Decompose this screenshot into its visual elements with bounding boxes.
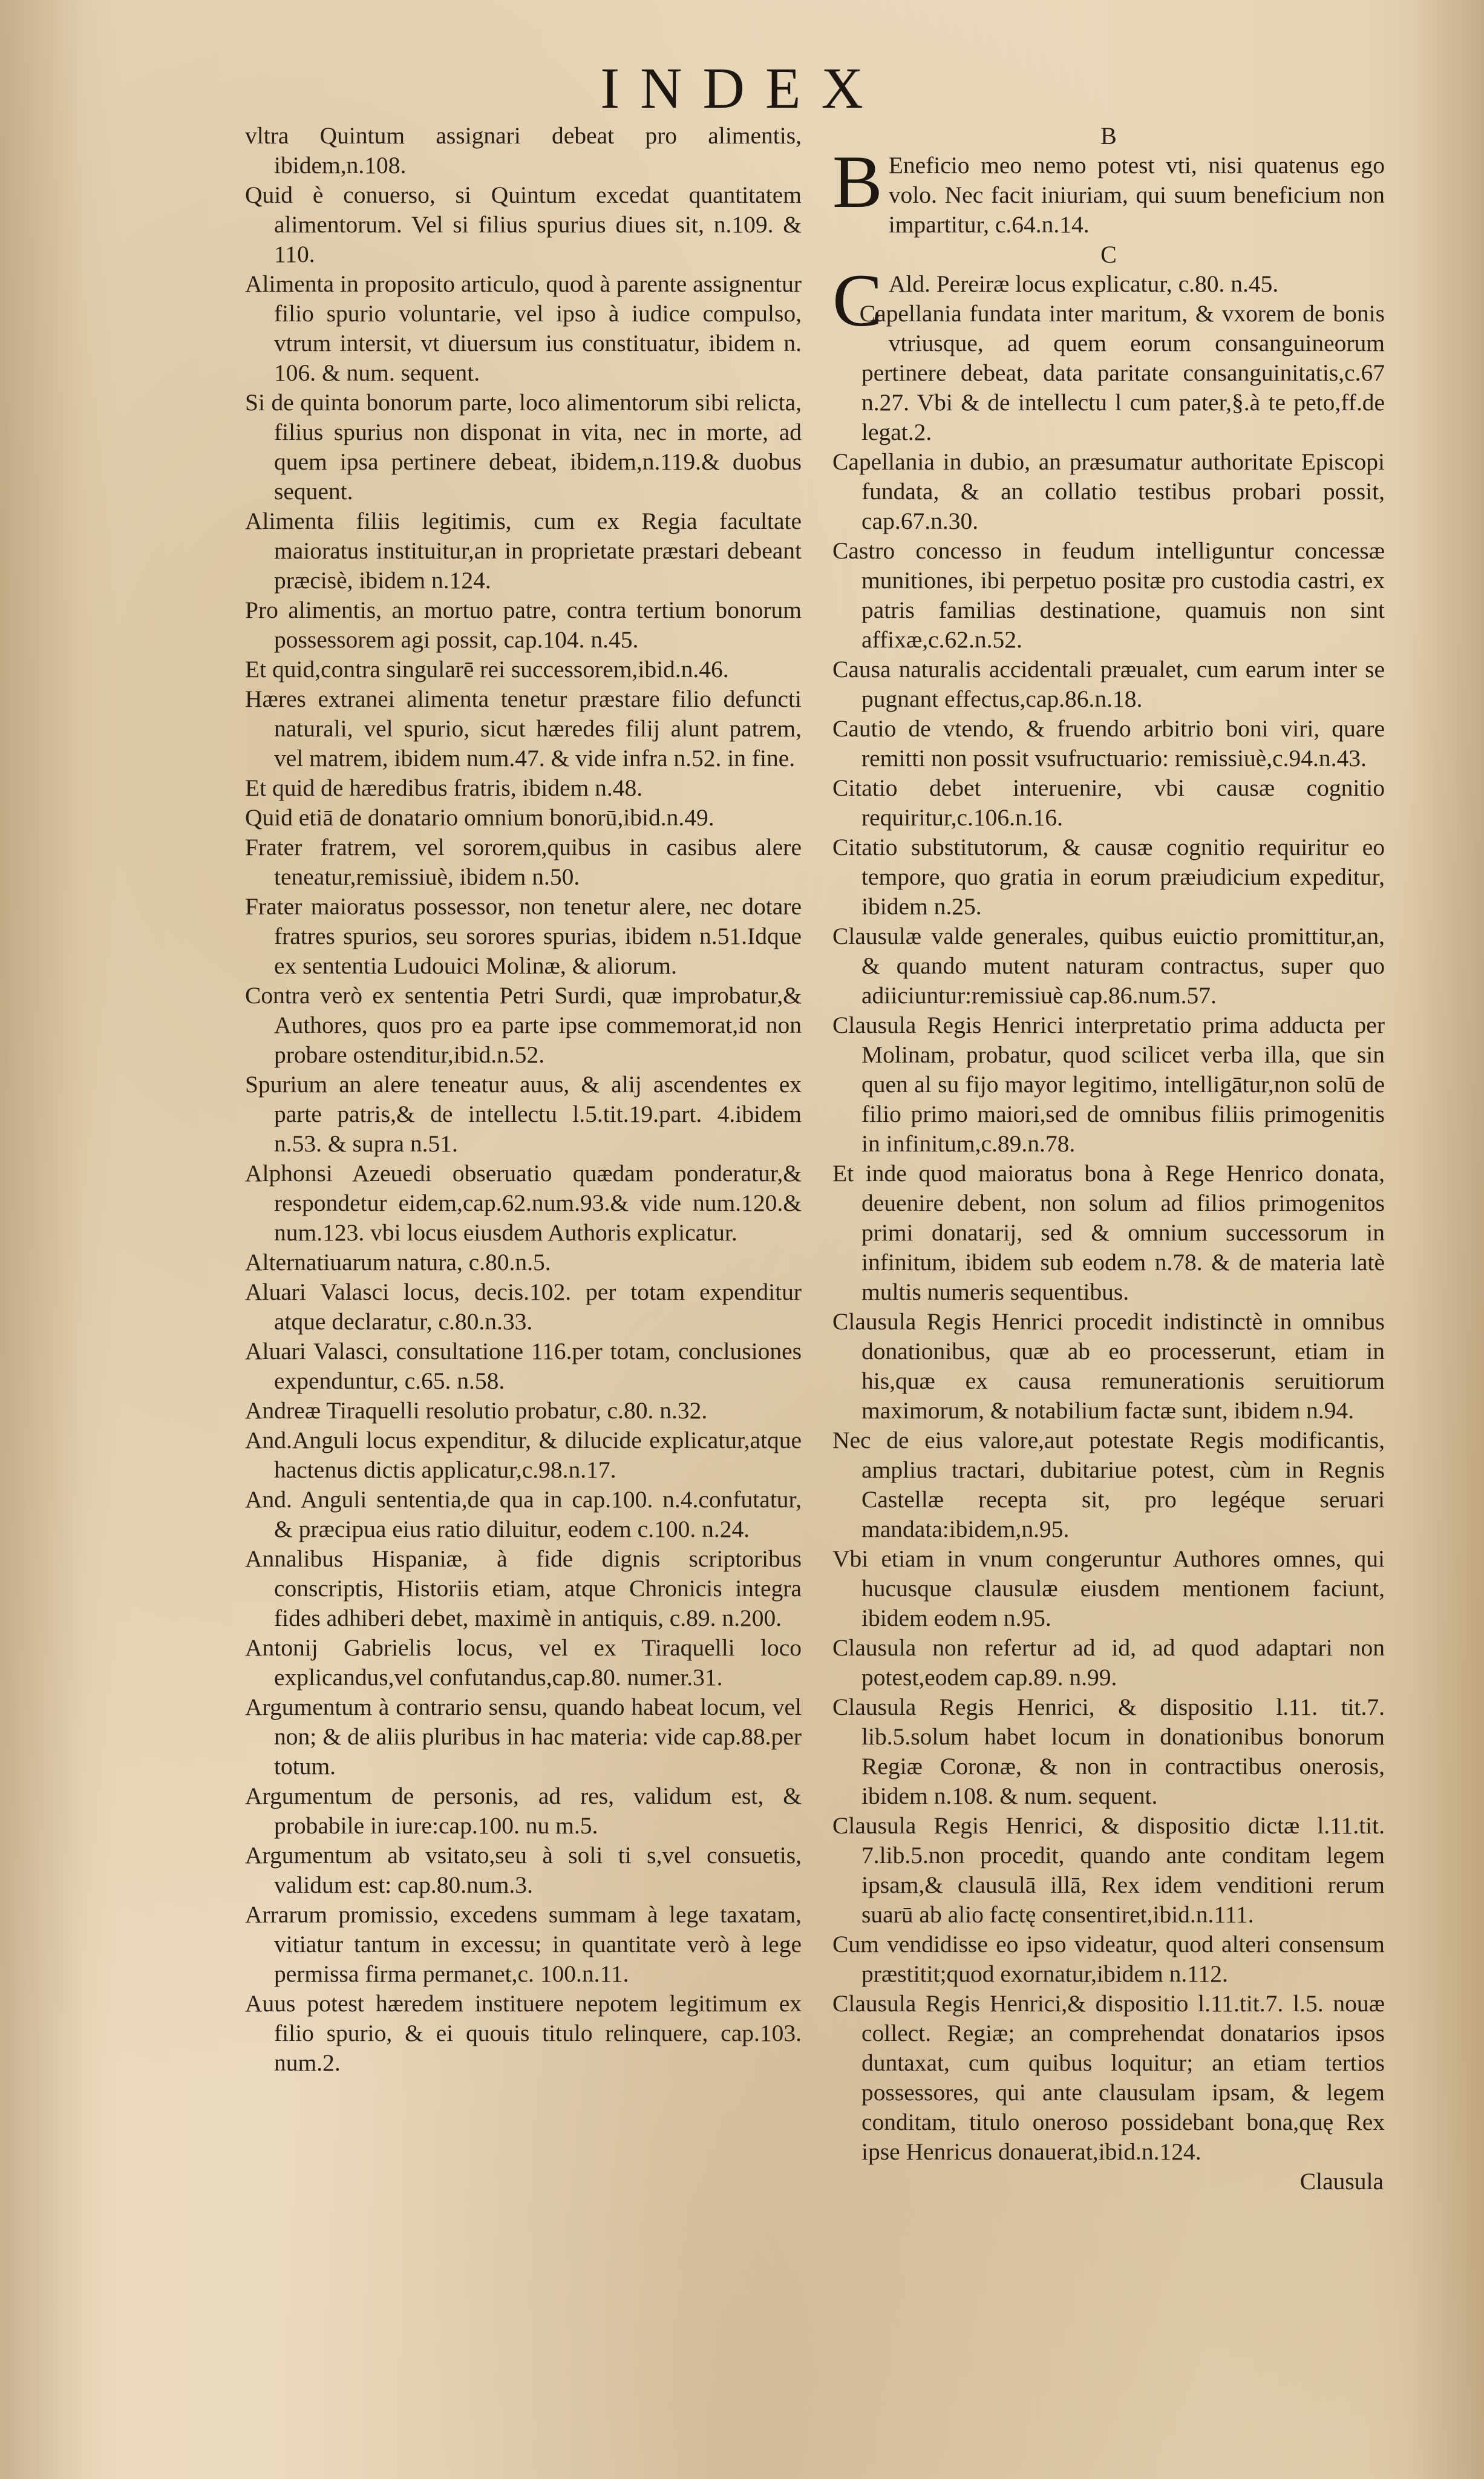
index-entry: Cum vendidisse eo ipso videatur, quod alteri consensum præstitit;quod exornatur,ibidem n.112.: [832, 1931, 1385, 1987]
index-entry: Et inde quod maioratus bona à Rege Henrico donata, deuenire debent, non solum ad filios primogenitos primi donatarij, sed & omnium successorum in infinitum, ibidem sub eodem n.78. & de materia latè multis numeris sequentibus.: [832, 1160, 1385, 1305]
index-entry: Quid è conuerso, si Quintum excedat quantitatem alimentorum. Vel si filius spurius diues sit, n.109. & 110.: [245, 182, 802, 267]
dropcap-entry-text: Eneficio meo nemo potest vti, nisi quatenus ego volo. Nec facit iniuriam, qui suum beneficium non impartitur, c.64.n.14.: [888, 152, 1385, 238]
index-entry: Clausula Regis Henrici procedit indistinctè in omnibus donationibus, quæ ab eo processerunt, etiam in his,quæ ex causa remunerationis seruitiorum maximorum, & notabilium factæ sunt, ibidem n.94.: [832, 1308, 1385, 1424]
index-entry: Capellania in dubio, an præsumatur authoritate Episcopi fundata, & an collatio testibus probari possit, cap.67.n.30.: [832, 448, 1385, 534]
index-entry: Et quid,contra singularē rei successorem,ibid.n.46.: [245, 656, 729, 683]
index-entry: Alimenta in proposito articulo, quod à parente assignentur filio spurio voluntarie, vel ipso à iudice compulso, vtrum intersit, vt diuersum ius constituatur, ibidem n. 106. & num. sequent.: [245, 270, 802, 386]
index-entry: Causa naturalis accidentali præualet, cum earum inter se pugnant effectus,cap.86.n.18.: [832, 656, 1385, 712]
index-entry: Argumentum ab vsitato,seu à soli ti s,vel consuetis, validum est: cap.80.num.3.: [245, 1842, 802, 1898]
index-entry: Annalibus Hispaniæ, à fide dignis scriptoribus conscriptis, Historiis etiam, atque Chronicis integra fides adhiberi debet, maximè in antiquis, c.89. n.200.: [245, 1545, 802, 1631]
index-entry: Clausula Regis Henrici,& dispositio l.11.tit.7. l.5. nouæ collect. Regiæ; an comprehendat donatarios ipsos duntaxat, cum quibus loquitur; an etiam tertios possessores, qui ante clausulam ipsam, & legem conditam, titulo oneroso possidebant bona,quę Rex ipse Henricus donauerat,ibid.n.124.: [832, 1990, 1385, 2165]
index-entry: Clausula Regis Henrici, & dispositio dictæ l.11.tit. 7.lib.5.non procedit, quando ante conditam legem ipsam,& clausulā illā, Rex idem venditioni rerum suarū ab alio factę consentiret,ibid.n.111.: [832, 1812, 1385, 1928]
index-entry: Spurium an alere teneatur auus, & alij ascendentes ex parte patris,& de intellectu l.5.tit.19.part. 4.ibidem n.53. & supra n.51.: [245, 1071, 802, 1157]
index-entry: Vbi etiam in vnum congeruntur Authores omnes, qui hucusque clausulæ eiusdem mentionem faciunt, ibidem eodem n.95.: [832, 1545, 1385, 1631]
index-entry: Frater maioratus possessor, non tenetur alere, nec dotare fratres spurios, seu sorores spurias, ibidem n.51.Idque ex sententia Ludouici Molinæ, & aliorum.: [245, 893, 802, 979]
index-entry: Alphonsi Azeuedi obseruatio quædam ponderatur,& respondetur eidem,cap.62.num.93.& vide num.120.& num.123. vbi locus eiusdem Authoris explicatur.: [245, 1160, 802, 1246]
index-entry: Argumentum de personis, ad res, validum est, & probabile in iure:cap.100. nu m.5.: [245, 1783, 802, 1839]
index-entry: Clausula Regis Henrici, & dispositio l.11. tit.7. lib.5.solum habet locum in donationibus bonorum Regiæ Coronæ, & non in contractibus onerosis, ibidem n.108. & num. sequent.: [832, 1694, 1385, 1809]
index-entry: And. Anguli sententia,de qua in cap.100. n.4.confutatur, & præcipua eius ratio diluitur, eodem c.100. n.24.: [245, 1486, 802, 1542]
dropcap-c: C: [832, 259, 883, 342]
index-entry: Clausula non refertur ad id, ad quod adaptari non potest,eodem cap.89. n.99.: [832, 1634, 1385, 1691]
index-entry: Citatio debet interuenire, vbi causæ cognitio requiritur,c.106.n.16.: [832, 774, 1385, 831]
page-title: INDEX: [600, 56, 884, 120]
section-letter-c: C: [1100, 241, 1117, 268]
index-entry: Quid etiā de donatario omnium bonorū,ibid.n.49.: [245, 804, 714, 831]
index-entry: Cautio de vtendo, & fruendo arbitrio boni viri, quare remitti non possit vsufructuario: remissiuè,c.94.n.43.: [832, 715, 1385, 771]
index-entry: Aluari Valasci, consultatione 116.per totam, conclusiones expenduntur, c.65. n.58.: [245, 1338, 802, 1394]
left-column: [245, 121, 802, 2078]
index-entry: Et quid de hæredibus fratris, ibidem n.48.: [245, 774, 643, 801]
index-entry: Frater fratrem, vel sororem,quibus in casibus alere teneatur,remissiuè, ibidem n.50.: [245, 834, 802, 890]
index-entry: Nec de eius valore,aut potestate Regis modificantis, amplius tractari, dubitariue potest, cùm in Regnis Castellæ recepta sit, pro legéque seruari mandata:ibidem,n.95.: [832, 1427, 1385, 1542]
index-entry: Clausula Regis Henrici interpretatio prima adducta per Molinam, probatur, quod scilicet verba illa, que sin quen al su fijo mayor legitimo, intelligātur,non solū de filio primo maiori,sed de omnibus filiis primogenitis in infinitum,c.89.n.78.: [832, 1012, 1385, 1157]
index-entry: Alternatiuarum natura, c.80.n.5.: [245, 1249, 551, 1276]
index-entry: Andreæ Tiraquelli resolutio probatur, c.80. n.32.: [245, 1397, 708, 1424]
page-edge-shadow-left: [0, 0, 85, 2479]
dropcap-entry-text: Ald. Pereiræ locus explicatur, c.80. n.45.: [888, 270, 1279, 297]
catchword: Clausula: [1299, 2168, 1384, 2195]
index-entry: Citatio substitutorum, & causæ cognitio requiritur eo tempore, quo gratia in eorum præiudicium expeditur, ibidem n.25.: [832, 834, 1385, 920]
section-letter-b: B: [1100, 122, 1117, 149]
index-entry: Contra verò ex sententia Petri Surdi, quæ improbatur,& Authores, quos pro ea parte ipse commemorat,id non probare ostenditur,ibid.n.52.: [245, 982, 802, 1068]
index-entry: Clausulæ valde generales, quibus euictio promittitur,an, & quando mutent naturam contractus, super quo adiiciuntur:remissiuè cap.86.num.57.: [832, 923, 1385, 1009]
index-entry: vltra Quintum assignari debeat pro alimentis, ibidem,n.108.: [245, 122, 802, 178]
index-entry: Auus potest hæredem instituere nepotem legitimum ex filio spurio, & ei quouis titulo relinquere, cap.103. num.2.: [245, 1990, 802, 2076]
page-edge-shadow-right: [1410, 0, 1484, 2479]
index-entry: Castro concesso in feudum intelliguntur concessæ munitiones, ibi perpetuo positæ pro custodia castri, ex patris familias destinatione, quamuis non sint affixæ,c.62.n.52.: [832, 537, 1385, 653]
index-entry: Antonij Gabrielis locus, vel ex Tiraquelli loco explicandus,vel confutandus,cap.80. numer.31.: [245, 1634, 802, 1691]
index-entry: Hæres extranei alimenta tenetur præstare filio defuncti naturali, vel spurio, sicut hæredes filij alunt patrem, vel matrem, ibidem num.47. & vide infra n.52. in fine.: [245, 686, 802, 771]
right-column: [832, 121, 1385, 2196]
index-entry: Alimenta filiis legitimis, cum ex Regia facultate maioratus instituitur,an in proprietate præstari debeant præcisè, ibidem n.124.: [245, 508, 802, 594]
index-entry: Aluari Valasci locus, decis.102. per totam expenditur atque declaratur, c.80.n.33.: [245, 1279, 802, 1335]
index-entry: And.Anguli locus expenditur, & dilucide explicatur,atque hactenus dictis applicatur,c.98.n.17.: [245, 1427, 802, 1483]
index-entry: Pro alimentis, an mortuo patre, contra tertium bonorum possessorem agi possit, cap.104. n.45.: [245, 597, 802, 653]
index-entry: Argumentum à contrario sensu, quando habeat locum, vel non; & de aliis pluribus in hac materia: vide cap.88.per totum.: [245, 1694, 802, 1780]
index-entry: Capellania fundata inter maritum, & vxorem de bonis vtriusque, ad quem eorum consanguineorum pertinere debeat, data paritate consanguinitatis,c.67 n.27. Vbi & de intellectu l cum pater,§.à te peto,ff.de legat.2.: [859, 300, 1385, 445]
index-entry: Arrarum promissio, excedens summam à lege taxatam, vitiatur tantum in excessu; in quantitate verò à lege permissa firma permanet,c. 100.n.11.: [245, 1901, 802, 1987]
index-entry: Si de quinta bonorum parte, loco alimentorum sibi relicta, filius spurius non disponat in vita, nec in morte, ad quem ipsa pertinere debeat, ibidem,n.119.& duobus sequent.: [245, 389, 802, 505]
index-entry-dropcap-b: [832, 140, 1385, 240]
index-entry-dropcap-c: [832, 259, 1385, 342]
dropcap-b: B: [832, 140, 883, 223]
